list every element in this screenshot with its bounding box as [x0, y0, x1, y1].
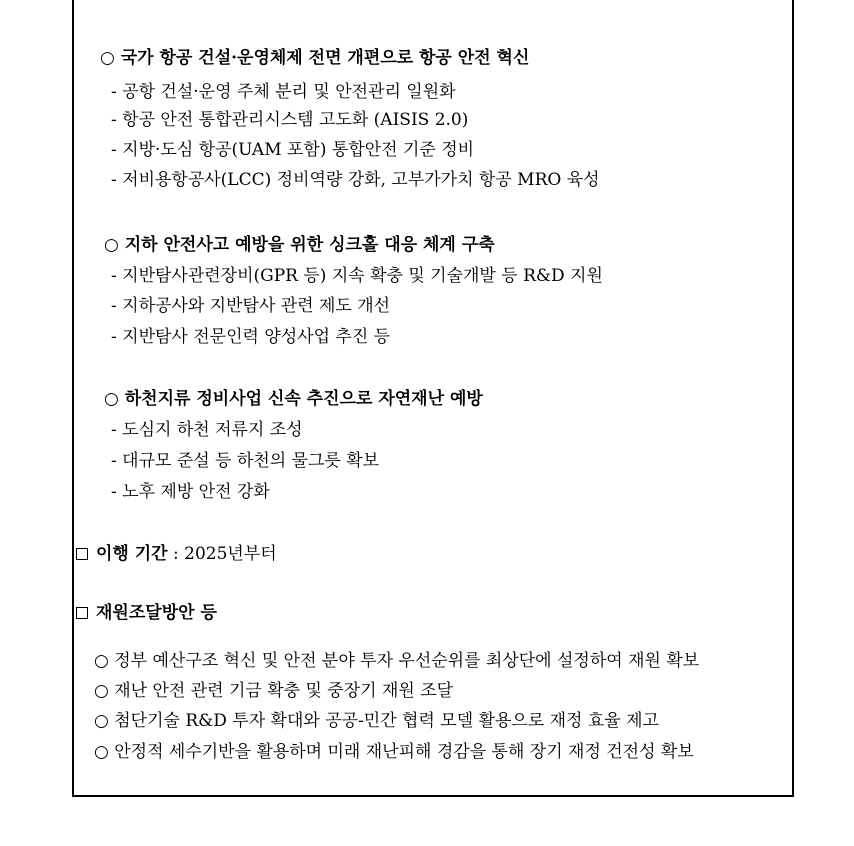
section-heading-sinkhole: ○ 지하 안전사고 예방을 위한 싱크홀 대응 체계 구축 [104, 235, 495, 255]
period-label: 이행 기간 [96, 544, 168, 564]
funding-item: ○ 첨단기술 R&D 투자 확대와 공공-민간 협력 모델 활용으로 재정 효율 제고 [94, 711, 659, 731]
funding-item: ○ 안정적 세수기반을 활용하며 미래 재난피해 경감을 통해 장기 재정 건전성 확보 [94, 742, 694, 762]
funding-row [76, 602, 217, 624]
list-item: - 도심지 하천 저류지 조성 [111, 420, 303, 440]
list-item: - 지하공사와 지반탐사 관련 제도 개선 [111, 296, 391, 316]
list-item: - 공항 건설·운영 주체 분리 및 안전관리 일원화 [111, 82, 456, 102]
funding-label: 재원조달방안 등 [96, 603, 217, 623]
list-item: - 저비용항공사(LCC) 정비역량 강화, 고부가가치 항공 MRO 육성 [111, 170, 600, 190]
section-heading-aviation: ○ 국가 항공 건설·운영체제 전면 개편으로 항공 안전 혁신 [100, 48, 530, 68]
list-item: - 대규모 준설 등 하천의 물그릇 확보 [111, 451, 380, 471]
list-item: - 지방·도심 항공(UAM 포함) 통합안전 기준 정비 [111, 140, 475, 160]
section-heading-river: ○ 하천지류 정비사업 신속 추진으로 자연재난 예방 [104, 389, 483, 409]
checkbox-square-icon [76, 607, 88, 619]
checkbox-square-icon [76, 548, 88, 560]
list-item: - 노후 제방 안전 강화 [111, 482, 270, 502]
period-value: 2025년부터 [184, 544, 277, 564]
period-separator: : [167, 544, 185, 564]
period-row [76, 543, 277, 565]
funding-item: ○ 정부 예산구조 혁신 및 안전 분야 투자 우선순위를 최상단에 설정하여 재원 확보 [94, 651, 700, 671]
list-item: - 지반탐사 전문인력 양성사업 추진 등 [111, 327, 391, 347]
list-item: - 지반탐사관련장비(GPR 등) 지속 확충 및 기술개발 등 R&D 지원 [111, 266, 603, 286]
list-item: - 항공 안전 통합관리시스템 고도화 (AISIS 2.0) [111, 110, 469, 130]
funding-item: ○ 재난 안전 관련 기금 확충 및 중장기 재원 조달 [94, 681, 454, 701]
